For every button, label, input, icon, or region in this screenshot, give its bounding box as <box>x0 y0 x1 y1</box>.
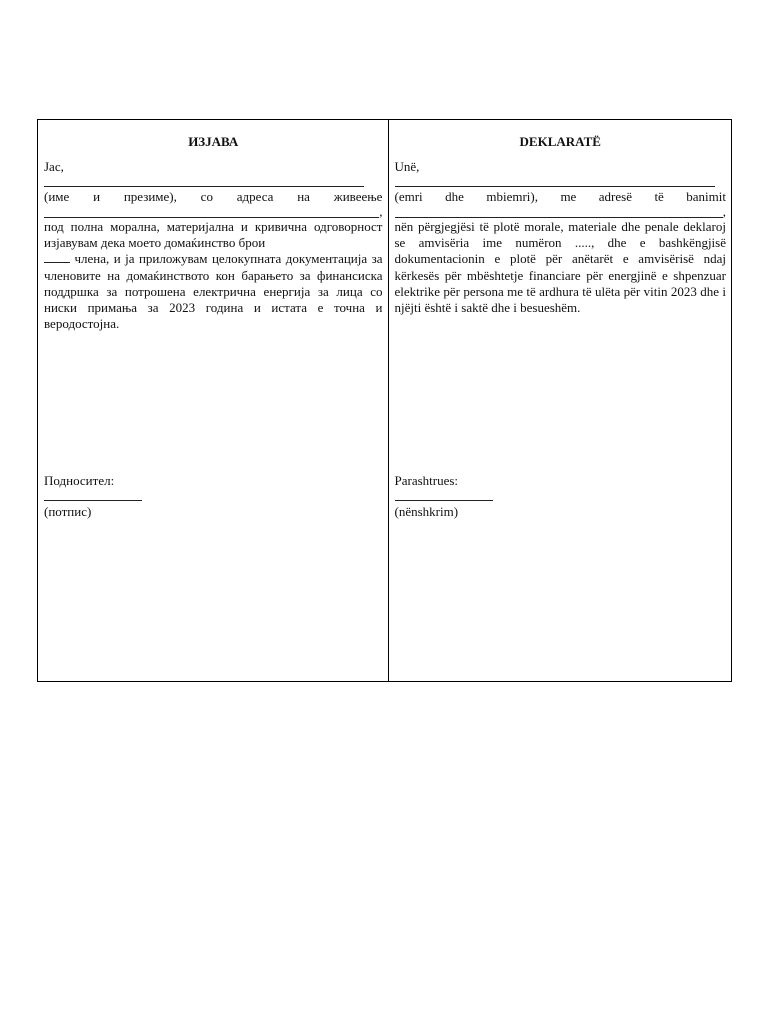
caption-word: adresë <box>598 189 632 204</box>
left-signer-label: Подносител: <box>44 473 115 488</box>
right-greeting: Unë, <box>394 159 420 174</box>
caption-word: dhe <box>445 189 464 204</box>
caption-word: презиме), <box>123 189 177 204</box>
right-signature-caption: (nënshkrim) <box>394 504 459 519</box>
caption-word: (име <box>44 189 70 204</box>
right-body-text: nën përgjegjësi të plotë morale, materiale dhe penale deklaroj se amvisëria ime numëron ....., dhe e bashkëngjisë dokumentacionin e plotë për anëtarët e amvisërisë ndaj kërkesës për mbështetje financiare për energjinë e shpenzuar elektrike për persona me të ardhura të ulëta për vitin 2023 dhe i njëjti është i saktë dhe i besueshëm. <box>394 219 726 316</box>
left-body-text <box>44 219 383 332</box>
caption-word: mbiemri), <box>486 189 538 204</box>
right-name-line <box>395 175 715 187</box>
left-body-part-1: под полна морална, материјална и кривична одговорност изјавувам дека моето домаќинство брои <box>44 219 383 251</box>
left-signature-caption: (потпис) <box>44 504 92 519</box>
address-underline <box>44 205 379 218</box>
declaration-table <box>37 119 732 682</box>
caption-word: на <box>297 189 310 204</box>
left-greeting: Јас, <box>44 159 64 174</box>
caption-word: адреса <box>236 189 274 204</box>
left-title: ИЗЈАВА <box>188 134 239 149</box>
caption-word: со <box>200 189 213 204</box>
left-body-part-2: члена, и ја приложувам целокупната документација за членовите на домаќинството кон барањето за финансиска поддршка за потрошена електрична енергија за лица со ниски примања за 2023 година и истата е точна и веродостојна. <box>44 251 383 332</box>
right-signer-label: Parashtrues: <box>394 473 459 488</box>
left-signer-block <box>44 473 142 520</box>
left-name-line <box>44 175 364 187</box>
right-signer-block <box>395 473 493 520</box>
caption-word: me <box>560 189 577 204</box>
caption-word: и <box>93 189 101 204</box>
right-name-caption <box>395 189 727 205</box>
left-signature-line <box>44 489 142 501</box>
albanian-column <box>389 120 732 681</box>
address-comma: , <box>722 204 726 219</box>
right-address-line <box>395 205 727 218</box>
right-signature-line <box>395 489 493 501</box>
caption-word: banimit <box>686 189 726 204</box>
macedonian-column <box>38 120 389 681</box>
caption-word: живеење <box>333 189 383 204</box>
caption-word: (emri <box>394 189 423 204</box>
left-name-caption <box>44 189 383 205</box>
member-count-blank <box>44 251 70 263</box>
caption-word: të <box>654 189 664 204</box>
left-address-line <box>44 205 383 218</box>
address-underline <box>395 205 723 218</box>
address-comma: , <box>379 204 383 219</box>
right-title: DEKLARATË <box>519 134 601 149</box>
